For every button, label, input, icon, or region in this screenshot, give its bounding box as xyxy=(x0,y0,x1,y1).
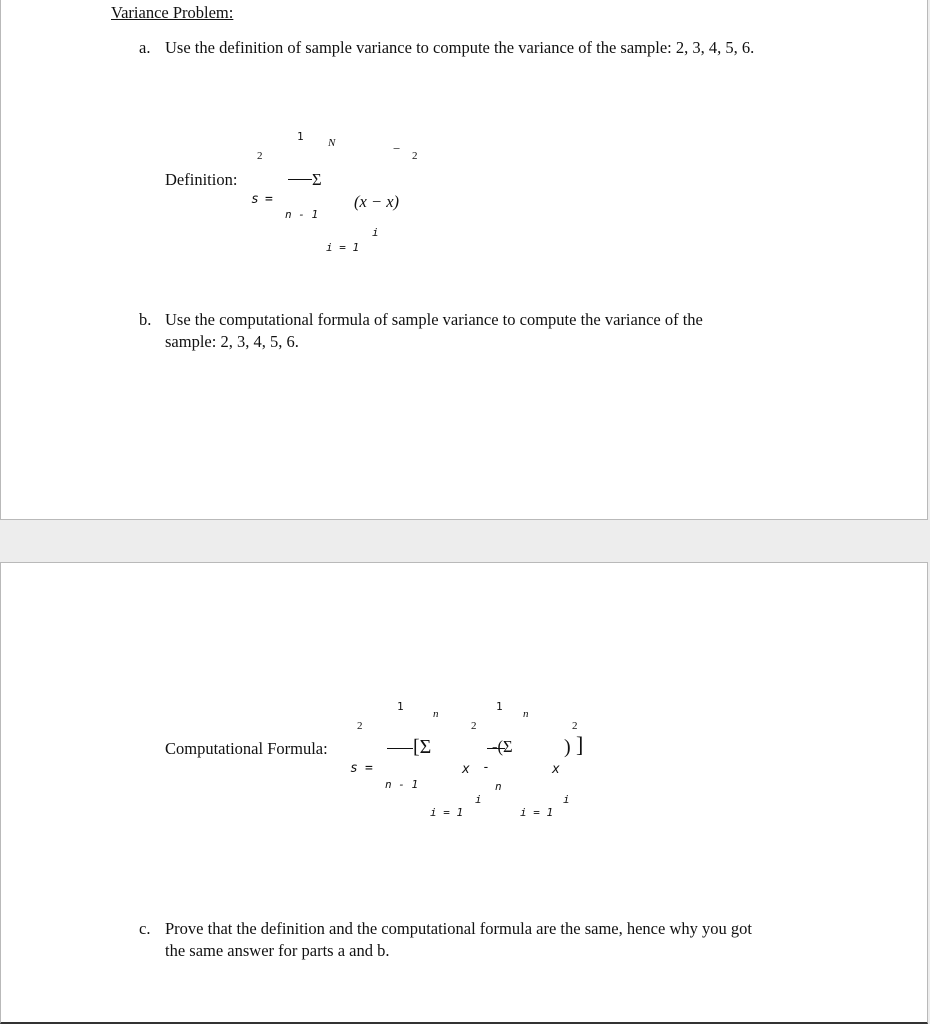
comp-lower-limit-2: i = 1 xyxy=(520,806,554,819)
page-2 xyxy=(0,562,928,1024)
comp-numerator-2: 1 xyxy=(496,700,503,713)
def-fraction-bar xyxy=(288,179,312,180)
def-denominator: n - 1 xyxy=(285,208,319,221)
comp-x-1: x xyxy=(462,762,470,777)
def-term: (x − x) xyxy=(354,192,400,211)
comp-s-squared: 2 xyxy=(357,720,363,732)
comp-upper-limit-2: n xyxy=(523,708,529,720)
definition-label: Definition: xyxy=(165,170,238,189)
part-b-marker: b. xyxy=(139,310,152,329)
comp-lower-limit-1: i = 1 xyxy=(430,806,464,819)
comp-equals: = xyxy=(365,761,373,776)
part-b-line2: sample: 2, 3, 4, 5, 6. xyxy=(165,332,299,351)
comp-fraction-bar-1 xyxy=(387,748,413,749)
left-bracket-sigma-icon: [Σ xyxy=(413,736,432,758)
def-s: s xyxy=(251,192,259,207)
right-bracket: ] xyxy=(576,732,584,757)
def-numerator: 1 xyxy=(297,130,304,143)
comp-minus: - xyxy=(482,760,490,775)
sigma-icon: Σ xyxy=(312,170,322,189)
comp-denominator-1: n - 1 xyxy=(385,778,419,791)
comp-x-2: x xyxy=(552,762,560,777)
comp-paren-squared: 2 xyxy=(572,720,578,732)
def-term-squared: 2 xyxy=(412,150,418,162)
def-lower-limit: i = 1 xyxy=(326,241,360,254)
comp-subscript-i-1: i xyxy=(475,793,482,806)
part-c-line1: Prove that the definition and the computational formula are the same, hence why you got xyxy=(165,919,752,938)
part-b-line1: Use the computational formula of sample variance to compute the variance of the xyxy=(165,310,703,329)
comp-x-squared: 2 xyxy=(471,720,477,732)
comp-subscript-i-2: i xyxy=(563,793,570,806)
def-subscript-i: i xyxy=(372,226,379,239)
comp-s: s xyxy=(350,761,358,776)
part-a-text: Use the definition of sample variance to compute the variance of the sample: 2, 3, 4, 5, 6. xyxy=(165,38,755,57)
part-a-marker: a. xyxy=(139,38,151,57)
def-upper-limit: N xyxy=(328,137,336,149)
computational-label: Computational Formula: xyxy=(165,739,328,758)
comp-denominator-2: n xyxy=(495,780,502,793)
right-paren: ) xyxy=(564,736,571,758)
def-equals: = xyxy=(265,192,273,207)
title: Variance Problem: xyxy=(111,3,234,22)
def-s-squared: 2 xyxy=(257,150,263,162)
part-c-marker: c. xyxy=(139,919,151,938)
part-c-line2: the same answer for parts a and b. xyxy=(165,941,390,960)
comp-numerator-1: 1 xyxy=(397,700,404,713)
def-mean-bar: − xyxy=(393,141,401,156)
left-paren-sigma-icon: -(Σ xyxy=(492,737,513,756)
comp-upper-limit-1: n xyxy=(433,708,439,720)
